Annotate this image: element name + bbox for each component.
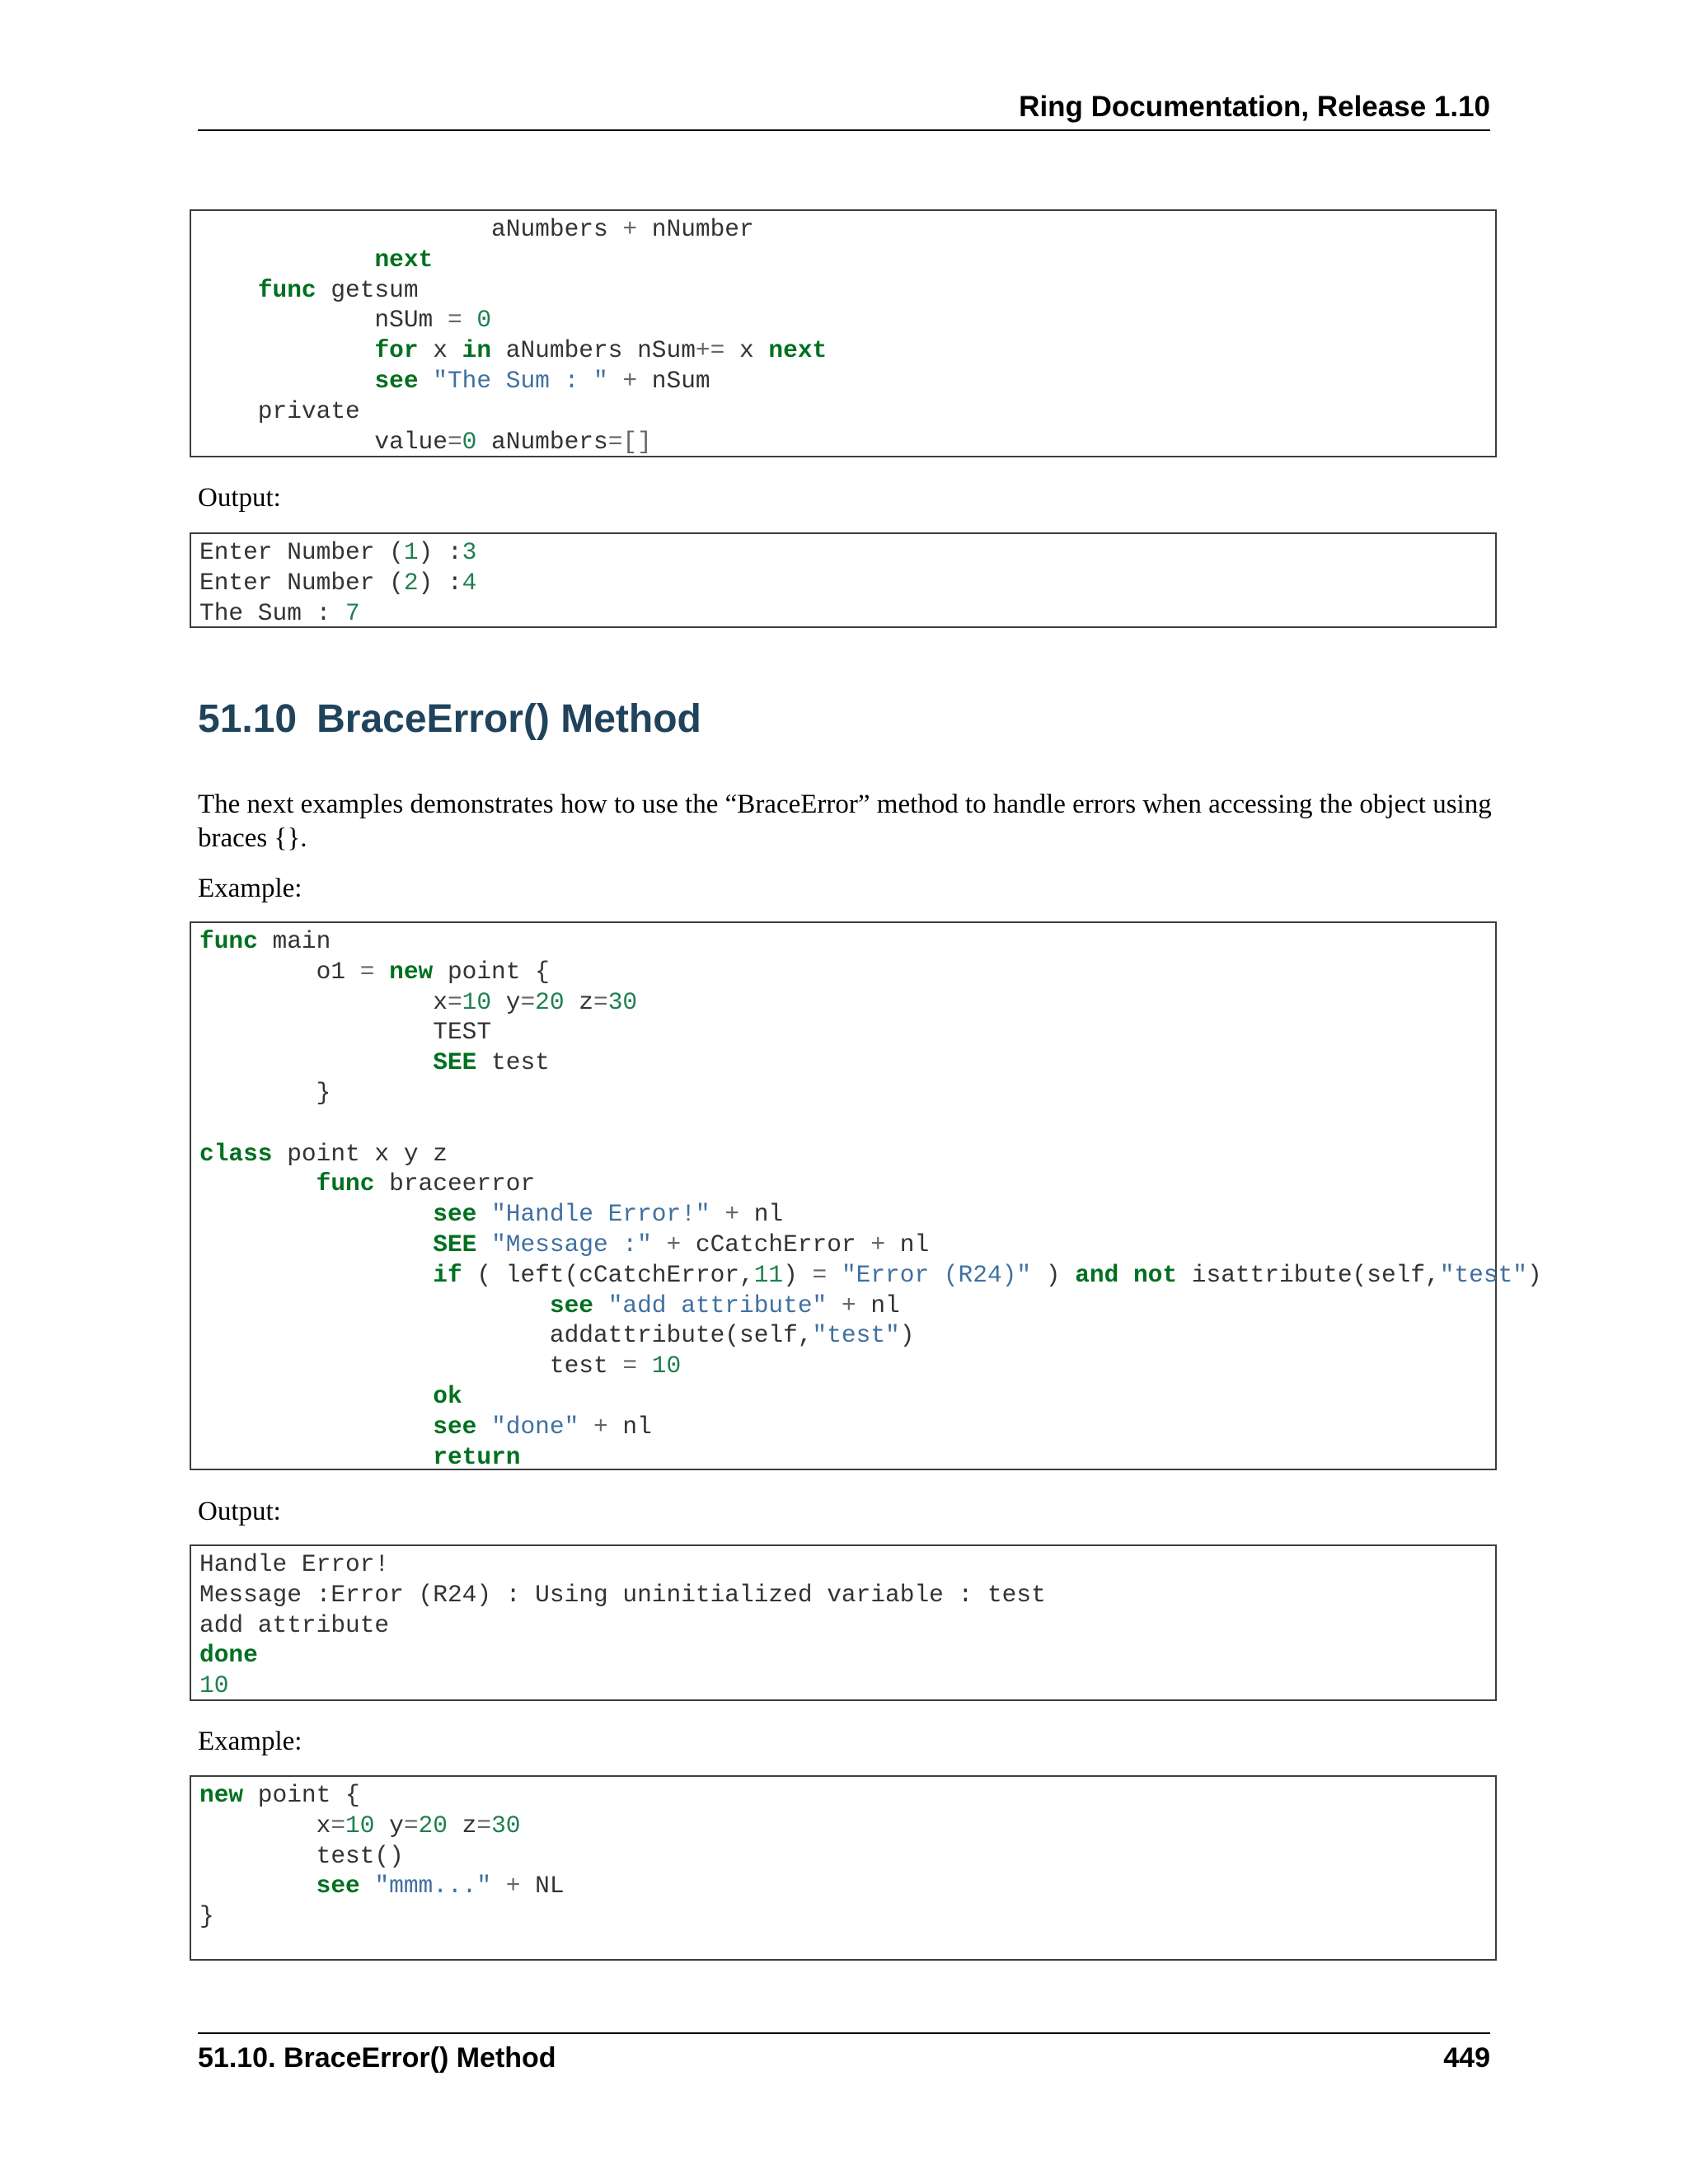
code-line: SEE test <box>433 1048 550 1077</box>
code-line: see "done" + nl <box>433 1412 652 1441</box>
code-line: return <box>433 1442 521 1471</box>
code-line: test = 10 <box>199 1352 682 1380</box>
output-block-braceerror <box>190 1544 1497 1701</box>
output-label: Output: <box>198 483 281 513</box>
code-line: func main <box>199 927 331 955</box>
code-line: } <box>199 1902 214 1931</box>
code-line: x=10 y=20 z=30 <box>199 987 638 1016</box>
output-block-sum <box>190 532 1497 628</box>
code-line: 10 <box>199 1671 229 1700</box>
footer-page-number: 449 <box>1443 2042 1490 2074</box>
code-line: for x in aNumbers nSum+= x next <box>374 336 828 365</box>
code-line: Enter Number (2) :4 <box>199 568 477 597</box>
code-line: class point x y z <box>199 1139 448 1168</box>
footer-section: 51.10. BraceError() Method <box>198 2042 556 2074</box>
code-line: } <box>199 1078 331 1107</box>
code-line: nSUm = 0 <box>199 306 492 335</box>
header-rule <box>198 129 1490 131</box>
code-line: TEST <box>199 1018 492 1047</box>
code-line: func braceerror <box>316 1169 536 1198</box>
code-line: ok <box>433 1381 462 1410</box>
code-line: aNumbers + nNumber <box>199 215 754 243</box>
code-line: Handle Error! <box>199 1550 390 1578</box>
code-block-getsum <box>190 209 1497 457</box>
code-block-new-point <box>190 1775 1497 1961</box>
example-label: Example: <box>198 874 302 903</box>
code-line: x=10 y=20 z=30 <box>199 1811 521 1840</box>
section-heading <box>198 696 701 742</box>
code-line: test() <box>199 1841 404 1870</box>
code-line: next <box>374 245 434 274</box>
code-line: o1 = new point { <box>199 957 550 986</box>
code-line: see "The Sum : " + nSum <box>374 366 710 395</box>
code-line: value=0 aNumbers=[] <box>199 427 652 456</box>
code-block-braceerror <box>190 921 1542 1471</box>
code-line: The Sum : 7 <box>199 598 360 627</box>
code-line: private <box>199 396 360 425</box>
code-line: if ( left(cCatchError,11) = "Error (R24)" ) and not isattribute(self,"test") <box>433 1260 1542 1289</box>
code-line: Enter Number (1) :3 <box>199 538 477 566</box>
section-title-text: BraceError() Method <box>316 697 701 741</box>
example-label: Example: <box>198 1727 302 1756</box>
code-line: func getsum <box>257 275 419 304</box>
page-header-title: Ring Documentation, Release 1.10 <box>1019 91 1490 123</box>
section-paragraph: The next examples demonstrates how to use the “BraceError” method to handle errors when accessing the object using braces {}. <box>198 790 1492 853</box>
code-line: see "mmm..." + NL <box>316 1872 565 1900</box>
footer-rule <box>198 2032 1490 2034</box>
code-line: new point { <box>199 1781 360 1809</box>
code-line: addattribute(self,"test") <box>199 1321 915 1350</box>
code-line: add attribute <box>199 1610 390 1639</box>
code-line: SEE "Message :" + cCatchError + nl <box>433 1230 930 1258</box>
output-label: Output: <box>198 1497 281 1526</box>
code-line: Message :Error (R24) : Using uninitialized variable : test <box>199 1580 1046 1609</box>
code-line: see "Handle Error!" + nl <box>433 1200 784 1229</box>
section-number: 51.10 <box>198 697 298 741</box>
code-line <box>199 1108 1495 1139</box>
code-line: see "add attribute" + nl <box>549 1291 900 1319</box>
code-line: done <box>199 1641 258 1670</box>
